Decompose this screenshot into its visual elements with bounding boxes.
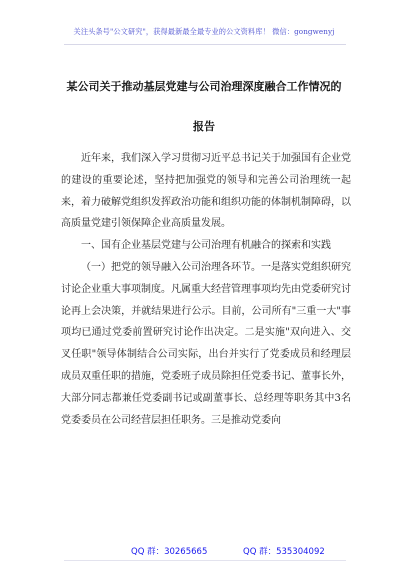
- header-divider: [64, 44, 346, 45]
- paragraph-intro: 近年来，我们深入学习贯彻习近平总书记关于加强国有企业党的建设的重要论述，坚持把加强党的领导和完善公司治理统一起来，着力破解党组织发挥政治功能和组织功能的体制机制障碍，以高质量党建引领保障企业高质量发展。: [61, 153, 351, 230]
- header-banner: 关注头条号"公文研究"，获得最新最全最专业的公文资料库！ 微信：gongwenyj: [73, 27, 335, 36]
- section-heading: 一、国有企业基层党建与公司治理有机融合的探索和实践: [81, 240, 331, 252]
- document-body: [61, 148, 351, 431]
- document-title: 某公司关于推动基层党建与公司治理深度融合工作情况的: [66, 80, 342, 93]
- footer-qq-group-left: QQ 群：30265665: [131, 547, 208, 557]
- footer-contacts: [0, 545, 408, 561]
- paragraph-subsection: （一）把党的领导融入公司治理各环节。一是落实党组织研究讨论企业重大事项制度。凡属重大经营管理事项均先由党委研究讨论再上会决策，并就结果进行公示。目前，公司所有"三重一大"事项均已通过党委前置研究讨论作出决定。二是实施"双向进入、交叉任职"领导体制结合公司实际，出台并实行了党委成员和经理层成员双重任职的措施，党委班子成员除担任党委书记、董事长外，大部分同志都兼任党委副书记或副董事长、总经理等职务其中3名党委委员在公司经营层担任职务。三是推动党委向: [61, 261, 351, 426]
- footer-divider: [64, 560, 346, 561]
- document-title-continued: 报告: [193, 120, 215, 133]
- footer-qq-group-right: QQ 群：535304092: [243, 547, 325, 557]
